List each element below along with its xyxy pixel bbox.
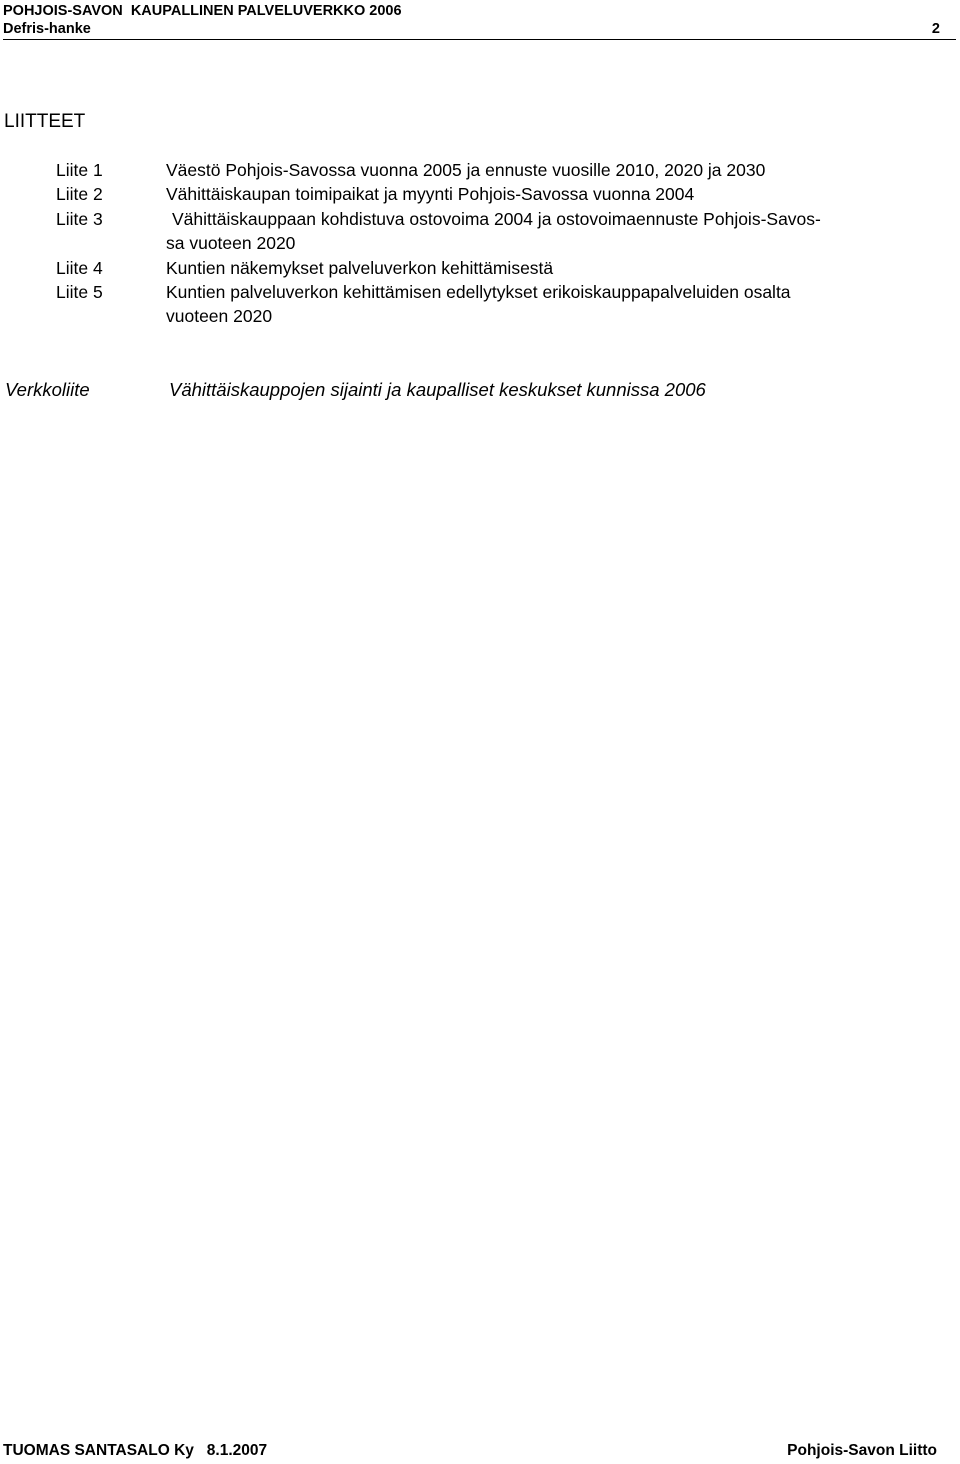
appendix-title-line: Kuntien palveluverkon kehittämisen edellytykset erikoiskauppapalveluiden osalta: [166, 282, 791, 303]
report-title: POHJOIS-SAVON KAUPALLINEN PALVELUVERKKO 2006: [3, 3, 402, 19]
appendix-label: Liite 2: [56, 184, 103, 205]
net-appendix-title: Vähittäiskauppojen sijainti ja kaupalliset keskukset kunnissa 2006: [169, 379, 706, 400]
page-number: 2: [931, 21, 940, 37]
appendix-item-4: [56, 256, 946, 280]
appendix-title-line: Kuntien näkemykset palveluverkon kehittämisestä: [166, 257, 554, 278]
appendix-title-line: sa vuoteen 2020: [166, 233, 296, 254]
appendix-title: [166, 280, 946, 329]
appendix-list: [56, 158, 946, 329]
project-name: Defris-hanke: [3, 21, 91, 37]
net-appendix-label: Verkkoliite: [5, 379, 90, 400]
appendix-label: Liite 5: [56, 282, 103, 303]
appendix-title: [166, 256, 946, 280]
appendix-item-1: [56, 158, 946, 182]
appendix-item-3: [56, 207, 946, 256]
appendix-title-line: Vähittäiskauppaan kohdistuva ostovoima 2004 ja ostovoimaennuste Pohjois-Savos-: [172, 208, 821, 229]
net-appendix: [5, 378, 706, 402]
page-header: [3, 2, 956, 40]
appendix-label: Liite 4: [56, 257, 103, 278]
page-footer: [3, 1441, 937, 1461]
appendix-item-2: [56, 182, 946, 206]
appendix-title: [166, 182, 946, 206]
appendix-label: Liite 1: [56, 160, 103, 180]
appendix-title-line: Väestö Pohjois-Savossa vuonna 2005 ja ennuste vuosille 2010, 2020 ja 2030: [166, 160, 766, 180]
footer-organization: Pohjois-Savon Liitto: [787, 1442, 937, 1459]
appendix-item-5: [56, 280, 946, 329]
section-title: LIITTEET: [4, 111, 86, 132]
appendix-title: [166, 207, 946, 256]
appendix-title-line: Vähittäiskaupan toimipaikat ja myynti Pohjois-Savossa vuonna 2004: [166, 184, 695, 205]
appendix-label: Liite 3: [56, 208, 103, 229]
appendix-title: [166, 158, 946, 182]
footer-author-date: TUOMAS SANTASALO Ky 8.1.2007: [3, 1442, 268, 1459]
appendix-title-line: vuoteen 2020: [166, 306, 273, 327]
header-subline: [3, 20, 956, 40]
